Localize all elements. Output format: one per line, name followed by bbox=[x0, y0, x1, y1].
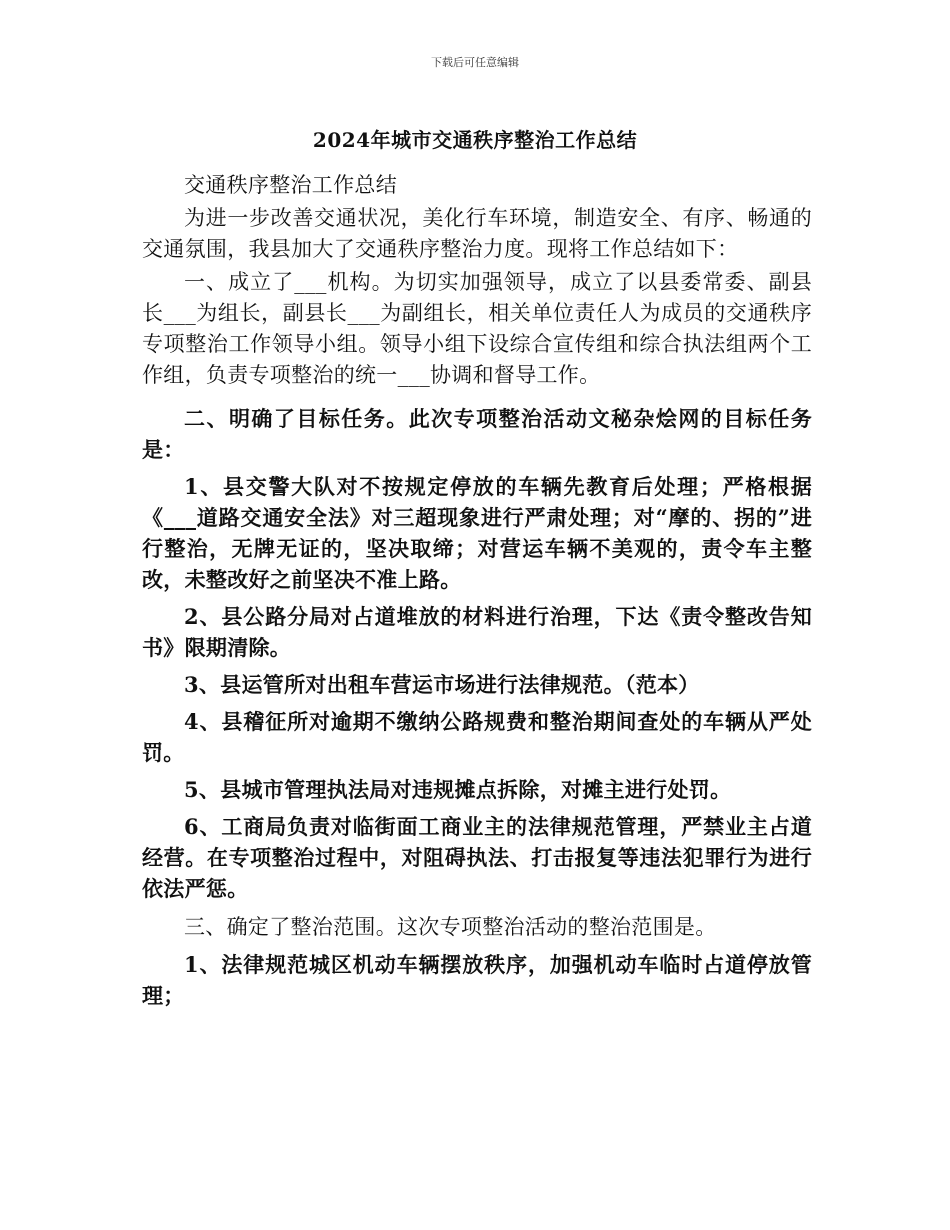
paragraph-item-4: 4、县稽征所对逾期不缴纳公路规费和整治期间查处的车辆从严处罚。 bbox=[142, 709, 812, 765]
paragraph-item-6: 6、工商局负责对临街面工商业主的法律规范管理，严禁业主占道经营。在专项整治过程中，对阻碍执法、打击报复等违法犯罪行为进行依法严惩。 bbox=[142, 814, 812, 901]
paragraph-scope-item-1: 1、法律规范城区机动车辆摆放秩序，加强机动车临时占道停放管理； bbox=[142, 952, 812, 1008]
document-body bbox=[142, 170, 812, 1011]
document-title: 2024年城市交通秩序整治工作总结 bbox=[312, 128, 638, 152]
paragraph-section-2: 二、明确了目标任务。此次专项整治活动文秘杂烩网的目标任务是： bbox=[142, 406, 812, 462]
paragraph-item-3: 3、县运管所对出租车营运市场进行法律规范。（范本） bbox=[184, 672, 700, 697]
paragraph-item-2: 2、县公路分局对占道堆放的材料进行治理，下达《责令整改告知书》限期清除。 bbox=[142, 604, 812, 660]
paragraph-subtitle: 交通秩序整治工作总结 bbox=[184, 173, 397, 197]
paragraph-section-3: 三、确定了整治范围。这次专项整治活动的整治范围是。 bbox=[184, 915, 717, 939]
paragraph-item-5: 5、县城市管理执法局对违规摊点拆除，对摊主进行处罚。 bbox=[184, 777, 732, 802]
paragraph-section-1: 一、成立了___机构。为切实加强领导，成立了以县委常委、副县长___为组长，副县长___为副组长，相关单位责任人为成员的交通秩序专项整治工作领导小组。领导小组下设综合宣传组和综合执法组两个工作组，负责专项整治的统一___协调和督导工作。 bbox=[142, 270, 812, 387]
header-note: 下载后可任意编辑 bbox=[431, 56, 519, 69]
paragraph-item-1: 1、县交警大队对不按规定停放的车辆先教育后处理；严格根据《___道路交通安全法》对三超现象进行严肃处理；对“摩的、拐的”进行整治，无牌无证的，坚决取缔；对营运车辆不美观的，责令车主整改，未整改好之前坚决不准上路。 bbox=[142, 474, 812, 592]
paragraph-intro: 为进一步改善交通状况，美化行车环境，制造安全、有序、畅通的交通氛围，我县加大了交通秩序整治力度。现将工作总结如下： bbox=[142, 206, 812, 261]
